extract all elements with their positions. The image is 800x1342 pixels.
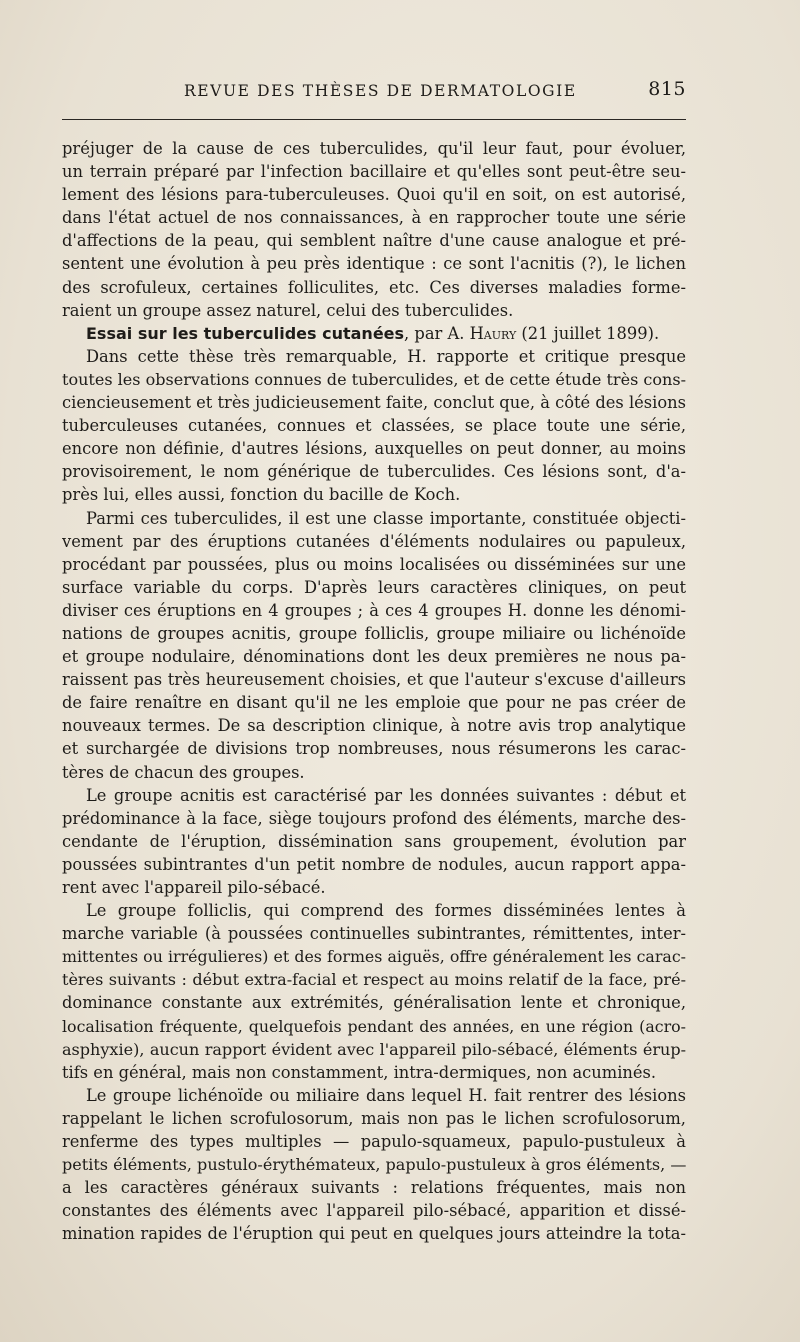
text-line: de faire renaître en disant qu'il ne les emploie que pour ne pas créer de [62,693,686,713]
text-line: toutes les observations connues de tuberculides, et de cette étude très cons- [62,369,686,389]
page-header [62,78,686,108]
text-line: rent avec l'appareil pilo-sébacé. [62,878,326,897]
text-line: près lui, elles aussi, fonction du bacille de Koch. [62,485,461,505]
text-line: tifs en général, mais non constamment, intra-dermiques, non acuminés. [62,1062,657,1082]
text-line: cendante de l'éruption, dissémination sans groupement, évolution par [62,831,686,851]
text-line: des scrofuleux, certaines folliculites, etc. Ces diverses maladies forme- [62,277,686,297]
text-line: Le groupe folliclis, qui comprend des formes disséminées lentes à [86,901,686,921]
essay-author: Haury [469,323,517,343]
text-line: mittentes ou irrégulieres) et des formes aiguës, offre généralement les carac- [62,947,686,967]
text-line: préjuger de la cause de ces tuberculides, qu'il leur faut, pour évoluer, [62,139,686,158]
text-line: Le groupe lichénoïde ou miliaire dans lequel H. fait rentrer des lésions [86,1085,686,1105]
text-line: marche variable (à poussées continuelles subintrantes, rémittentes, inter- [62,924,686,944]
text-line: un terrain préparé par l'infection bacillaire et qu'elles sont peut-être seu- [62,162,686,182]
text-line: raient un groupe assez naturel, celui des tuberculides. [62,300,514,320]
text-line: lement des lésions para-tuberculeuses. Quoi qu'il en soit, on est autorisé, [62,185,686,205]
essay-by: , par A. [404,323,465,343]
text-line: tuberculeuses cutanées, connues et classées, se place toute une série, [62,416,686,436]
running-title: REVUE DES THÈSES DE DERMATOLOGIE [184,82,577,100]
text-line: et surchargée de divisions trop nombreuses, nous résumerons les carac- [62,739,686,759]
body-text [62,137,686,1246]
text-line: petits éléments, pustulo-érythémateux, papulo-pustuleux à gros éléments, — [62,1155,686,1175]
text-line: nations de groupes acnitis, groupe folliclis, groupe miliaire ou lichénoïde [62,623,686,643]
text-line: asphyxie), aucun rapport évident avec l'appareil pilo-sébacé, éléments érup- [62,1039,686,1059]
text-line: mination rapides de l'éruption qui peut en quelques jours atteindre la tota- [62,1224,686,1244]
text-line: poussées subintrantes d'un petit nombre de nodules, aucun rapport appa- [62,854,686,874]
page-number: 815 [648,78,686,100]
text-line: tères de chacun des groupes. [62,762,305,782]
text-line: ciencieusement et très judicieusement faite, conclut que, à côté des lésions [62,393,686,413]
text-line: et groupe nodulaire, dénominations dont les deux premières ne nous pa- [62,647,686,667]
text-line: renferme des types multiples — papulo-squameux, papulo-pustuleux à [62,1132,686,1152]
text-line: tères suivants : début extra-facial et respect au moins relatif de la face, pré- [62,970,686,990]
text-line: rappelant le lichen scrofulosorum, mais non pas le lichen scrofulosorum, [62,1108,686,1128]
text-line: localisation fréquente, quelquefois pendant des années, en une région (acro- [62,1016,686,1036]
text-line: diviser ces éruptions en 4 groupes ; à ces 4 groupes H. donne les dénomi- [62,600,686,620]
text-line: provisoirement, le nom générique de tuberculides. Ces lésions sont, d'a- [62,462,686,482]
text-line: Parmi ces tuberculides, il est une classe importante, constituée objecti- [86,508,686,528]
text-line: sentent une évolution à peu près identique : ce sont l'acnitis (?), le lichen [62,254,686,274]
text-line: nouveaux termes. De sa description clinique, à notre avis trop analytique [62,716,686,736]
text-line: procédant par poussées, plus ou moins localisées ou disséminées sur une [62,554,686,574]
essay-title: Essai sur les tuberculides cutanées [86,323,405,343]
header-rule [62,119,686,120]
essay-heading [62,322,686,345]
text-line: raissent pas très heureusement choisies, et que l'auteur s'excuse d'ailleurs [62,670,686,690]
text-line: prédominance à la face, siège toujours profond des éléments, marche des- [62,808,686,828]
text-line: a les caractères généraux suivants : relations fréquentes, mais non [62,1178,686,1198]
text-line: vement par des éruptions cutanées d'éléments nodulaires ou papuleux, [62,531,686,551]
text-line: surface variable du corps. D'après leurs caractères cliniques, on peut [62,577,686,597]
text-line: dans l'état actuel de nos connaissances, à en rapprocher toute une série [62,208,686,228]
text-line: constantes des éléments avec l'appareil pilo-sébacé, apparition et dissé- [62,1201,686,1221]
essay-date: (21 juillet 1899). [521,323,660,343]
text-line: Le groupe acnitis est caractérisé par les données suivantes : début et [86,785,686,805]
text-line: encore non définie, d'autres lésions, auxquelles on peut donner, au moins [62,439,686,459]
text-line: dominance constante aux extrémités, généralisation lente et chronique, [62,993,686,1013]
text-line: d'affections de la peau, qui semblent naître d'une cause analogue et pré- [62,231,686,251]
text-line: Dans cette thèse très remarquable, H. rapporte et critique presque [86,346,686,366]
